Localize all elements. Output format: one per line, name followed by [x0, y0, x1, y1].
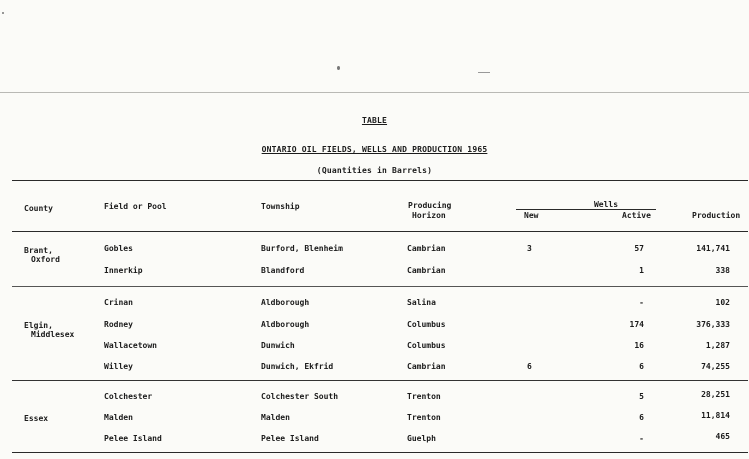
wells-underline: [516, 209, 656, 210]
township-cell: Dunwich, Ekfrid: [261, 362, 334, 371]
horizon-cell: Guelph: [407, 434, 436, 443]
production-cell: 28,251: [701, 390, 730, 399]
table-title: ONTARIO OIL FIELDS, WELLS AND PRODUCTION 1965: [261, 145, 488, 154]
active-cell: 6: [639, 413, 644, 422]
table-top-rule: [12, 180, 748, 181]
production-cell: 465: [715, 432, 730, 441]
production-cell: 376,333: [696, 320, 730, 329]
production-cell: 141,741: [696, 244, 730, 253]
field-cell: Pelee Island: [104, 434, 162, 443]
new-cell: 3: [527, 244, 532, 253]
active-cell: 16: [634, 341, 644, 350]
township-cell: Dunwich: [261, 341, 295, 350]
table-bottom-rule: [12, 452, 748, 453]
field-cell: Wallacetown: [104, 341, 157, 350]
horizon-cell: Cambrian: [407, 244, 446, 253]
production-cell: 11,814: [701, 411, 730, 420]
group-divider-rule: [12, 286, 748, 287]
table-subtitle: (Quantities in Barrels): [316, 166, 433, 175]
field-cell: Malden: [104, 413, 133, 422]
header-county: County: [24, 204, 53, 213]
township-cell: Colchester South: [261, 392, 339, 401]
township-cell: Aldborough: [261, 320, 310, 329]
active-cell: -: [639, 298, 644, 307]
production-cell: 338: [715, 266, 730, 275]
field-cell: Colchester: [104, 392, 153, 401]
horizon-cell: Cambrian: [407, 266, 446, 275]
horizon-cell: Columbus: [407, 320, 446, 329]
county-label: Brant,: [24, 246, 53, 255]
horizon-cell: Trenton: [407, 413, 441, 422]
horizon-cell: Salina: [407, 298, 436, 307]
township-cell: Pelee Island: [261, 434, 319, 443]
production-cell: 74,255: [701, 362, 730, 371]
township-cell: Burford, Blenheim: [261, 244, 343, 253]
header-production: Production: [692, 211, 741, 220]
scan-speck: [2, 12, 4, 14]
header-wells: Wells: [593, 200, 619, 209]
scan-speck: [337, 66, 340, 70]
header-township: Township: [261, 202, 300, 211]
field-cell: Rodney: [104, 320, 133, 329]
county-label: Essex: [24, 414, 49, 423]
active-cell: 6: [639, 362, 644, 371]
township-cell: Aldborough: [261, 298, 310, 307]
header-field: Field or Pool: [104, 202, 167, 211]
header-horizon: Horizon: [412, 211, 446, 220]
active-cell: 1: [639, 266, 644, 275]
township-cell: Malden: [261, 413, 290, 422]
production-cell: 102: [715, 298, 730, 307]
table-label: TABLE: [361, 116, 388, 125]
field-cell: Innerkip: [104, 266, 143, 275]
scan-artifact-line: [0, 92, 749, 93]
county-label: Oxford: [31, 255, 60, 264]
horizon-cell: Cambrian: [407, 362, 446, 371]
field-cell: Gobles: [104, 244, 133, 253]
active-cell: -: [639, 434, 644, 443]
active-cell: 174: [629, 320, 644, 329]
horizon-cell: Trenton: [407, 392, 441, 401]
header-bottom-rule: [12, 231, 748, 232]
header-producing: Producing: [408, 201, 452, 210]
new-cell: 6: [527, 362, 532, 371]
header-active: Active: [622, 211, 651, 220]
active-cell: 5: [639, 392, 644, 401]
horizon-cell: Columbus: [407, 341, 446, 350]
scan-speck: [478, 72, 490, 73]
field-cell: Crinan: [104, 298, 133, 307]
header-new: New: [524, 211, 539, 220]
county-label: Middlesex: [31, 330, 75, 339]
active-cell: 57: [634, 244, 644, 253]
group-divider-rule: [12, 380, 748, 381]
township-cell: Blandford: [261, 266, 305, 275]
county-label: Elgin,: [24, 321, 53, 330]
production-cell: 1,287: [705, 341, 730, 350]
field-cell: Willey: [104, 362, 133, 371]
